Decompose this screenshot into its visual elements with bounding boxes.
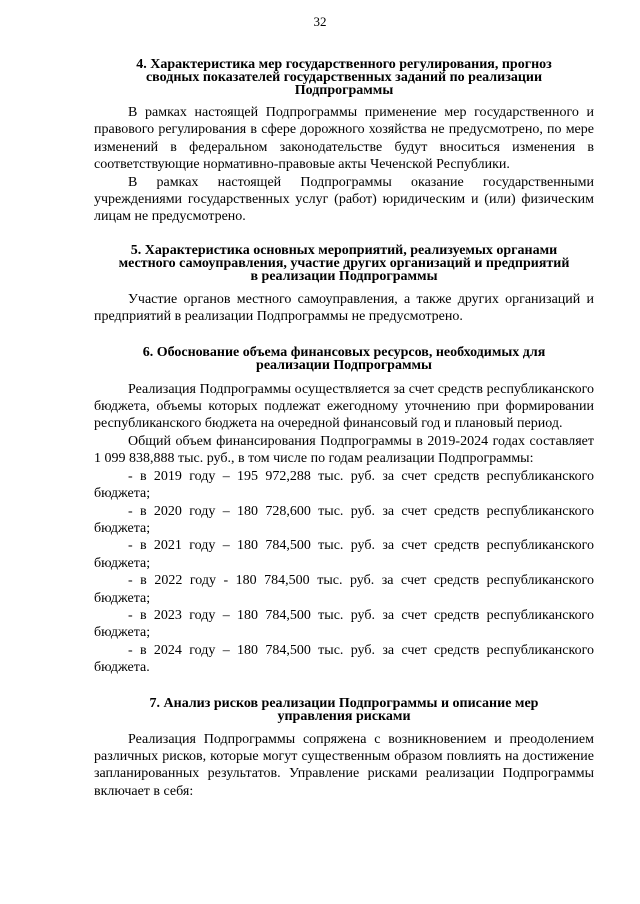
heading-line: реализации Подпрограммы: [256, 357, 432, 373]
page-number: 32: [313, 14, 327, 29]
list-item: - в 2019 году – 195 972,288 тыс. руб. за счет средств республиканского бюджета;: [94, 468, 594, 502]
paragraph: Участие органов местного самоуправления, а также других организаций и предприятий в реализации Подпрограммы не предусмотрено.: [94, 291, 594, 325]
document-body: [94, 58, 594, 800]
list-item: - в 2023 году – 180 784,500 тыс. руб. за счет средств республиканского бюджета;: [94, 607, 594, 641]
list-item: - в 2024 году – 180 784,500 тыс. руб. за счет средств республиканского бюджета.: [94, 642, 594, 676]
list-item: - в 2020 году – 180 728,600 тыс. руб. за счет средств республиканского бюджета;: [94, 503, 594, 536]
heading-line: 7. Анализ рисков реализации Подпрограммы и описание мер: [149, 695, 539, 711]
paragraph: Реализация Подпрограммы сопряжена с возникновением и преодолением различных рисков, которые могут существенным образом повлиять на достижение запланированных результатов. Управление рисками реализации Подпрограммы включает в себя:: [94, 731, 594, 799]
list-item: - в 2021 году – 180 784,500 тыс. руб. за счет средств республиканского бюджета;: [94, 538, 594, 571]
heading-line: в реализации Подпрограммы: [250, 268, 438, 284]
paragraph: В рамках настоящей Подпрограммы оказание государственными учреждениями государственных услуг (работ) юридическим и (или) физическим лицам не предусмотрено.: [94, 174, 594, 225]
paragraph: Общий объем финансирования Подпрограммы в 2019-2024 годах составляет 1 099 838,888 тыс. руб., в том числе по годам реализации Подпрограммы:: [94, 433, 594, 467]
section-7-heading: [94, 697, 594, 723]
section-4-heading: [94, 58, 594, 97]
section-5-heading: [94, 244, 594, 283]
paragraph: В рамках настоящей Подпрограммы применение мер государственного и правового регулирования в сфере дорожного хозяйства не предусмотрено, по мере изменений в федеральном законодательстве будут вноситься изменения в соответствующие нормативно-правовые акты Чеченской Республики.: [94, 105, 594, 173]
heading-line: 4. Характеристика мер государственного регулирования, прогноз: [136, 57, 552, 72]
heading-line: Подпрограммы: [294, 83, 394, 98]
heading-line: местного самоуправления, участие других организаций и предприятий: [118, 255, 570, 271]
section-6-heading: [94, 346, 594, 372]
list-item: - в 2022 году - 180 784,500 тыс. руб. за счет средств республиканского бюджета;: [94, 573, 594, 606]
heading-line: 5. Характеристика основных мероприятий, реализуемых органами: [130, 242, 558, 258]
paragraph: Реализация Подпрограммы осуществляется за счет средств республиканского бюджета, объемы которых подлежат ежегодному уточнению при формировании республиканского бюджета на очередной финансовый год и плановый период.: [94, 381, 594, 432]
heading-line: управления рисками: [277, 708, 411, 724]
heading-line: 6. Обоснование объема финансовых ресурсов, необходимых для: [142, 344, 546, 360]
heading-line: сводных показателей государственных заданий по реализации: [145, 70, 543, 85]
